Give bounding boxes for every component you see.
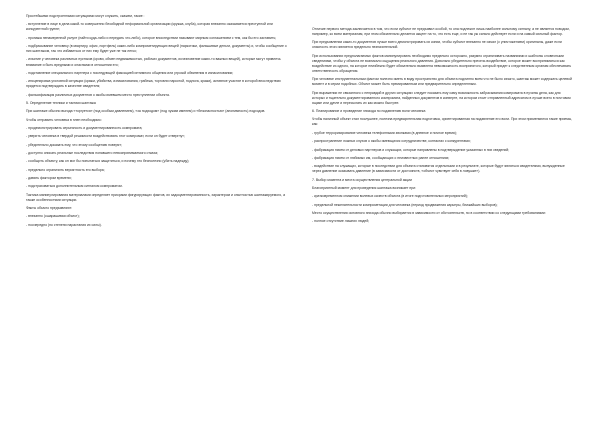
left-paragraph: - пропажа ненамеренной услуге (найти куда-либо и передать что-либо), которое впоследствии называют мирным соглашением с тем, как бы его заставить; bbox=[26, 35, 277, 40]
left-paragraph: 5. Определение техники и тактики шантажа bbox=[26, 100, 96, 105]
right-paragraph: 7. Выбор момента и места осуществления центральной акции bbox=[312, 177, 412, 182]
left-paragraph: - продемонстрировать серьезность и документированность компромата; bbox=[26, 125, 143, 130]
right-paragraph: При использовании предполагаемых фактов манипулировать необходимо предельно осторожно, разумно ограничивать названиями и шаблоны словесными сведениями, чтобы у объекта не возникало ощущения реального давления. Довольно убедительно пресечь воздействие, которое может восприниматься как воздействие из одного, на которое неизбежно будет обязательно выявлена невозможность воспринятого, который придет к следственным органам обеспечивать ответственность обращения. bbox=[312, 53, 572, 73]
left-paragraph: - изъятие у человека различных пустяков (крови, обмен недвижимостью, рабочих документов, исчезновение каких-то важных вещей), которые могут привлечь внимание и быть вредными и опасными в отношении его; bbox=[26, 57, 281, 67]
left-paragraph: - вступление в лице в дела какой-то совершенно безобидной неформальной организации (кружка, клуба), которая внезапно оказывается преступной или конкурентной группе; bbox=[26, 22, 273, 32]
right-paragraph: - фабрикация писем от любимых им, сообщающих о неизвестных ранее отношениях; bbox=[312, 155, 450, 160]
left-paragraph: - фальсификация различных документов о якобы имевшем место преступлении объекта. bbox=[26, 92, 170, 97]
left-paragraph: - подставление специального партнера с последующей фиксацией интимного общения или угрозой обвинения в изнасиловании; bbox=[26, 70, 234, 75]
right-paragraph: - воздействие на служащих, которые в последствии для объекта становятся отдельными и в результате, которые будут являться свидетелями, вынужденные через давление оказывать давление (в зависимости от достоинств, «объект чувствует себя в ловушке»). bbox=[312, 164, 565, 174]
left-paragraph: - убедительно доказать ему, что этому сообщению поверят; bbox=[26, 142, 122, 147]
right-paragraph: - полное отсутствие лишних людей; bbox=[312, 219, 370, 224]
right-paragraph: 6. Планирование и проведение эпизода по подавлению воли человека bbox=[312, 109, 426, 114]
left-paragraph: Чтобы отправить человека в плен необходимо: bbox=[26, 117, 102, 122]
left-paragraph: - уверить человека в твердой решимости воздействовать этот компромат, если он будет отвергнут; bbox=[26, 134, 185, 139]
right-paragraph: Место осуществления основного эпизода обычно выбирается в зависимости от обстоятельств, но в соответствии со следующими требованиями: bbox=[312, 210, 546, 215]
right-paragraph: При выражении не связанного с неправдой в других ситуациях следует показать ему саму возможность забрасывания компромата в пучины дела, как для которых и тщательно документированного компромата, найденных документов в конверте, на котором стоит отправленный адресатом в лучше всего в почтовом ящике или дупле и пересылать их как можно быстрее. bbox=[312, 90, 571, 105]
left-paragraph: - внезапно (ошарашивая объект); bbox=[26, 214, 80, 219]
left-paragraph: Простейшими подстроенными ситуациями могут служить, скажем, такие : bbox=[26, 14, 145, 18]
left-paragraph: - предельно ограничить вероятность его выбора; bbox=[26, 167, 105, 172]
right-paragraph: - грубое терроризирование человека телефонными звонками (в дневное и ночное время); bbox=[312, 130, 457, 135]
left-paragraph: - давать фактором времени; bbox=[26, 176, 72, 181]
right-paragraph: Благоприятный момент для проведения шантажа возникает при: bbox=[312, 185, 416, 190]
left-paragraph: - подбрасывание человеку (в квартиру, офис, портфель) каких-либо компрометирующих вещей (наркотики, фальшивые деньги, документы) и, чтобы сообщение о них шантажом, так что избавиться от них ему будет уже не так легко; bbox=[26, 44, 287, 54]
right-text-column bbox=[312, 27, 574, 427]
left-paragraph: Тактика манипулирования материалами определяет приорами фигурирующих фактов, их задокументированность, характером и опытностью шантажируемого, а также особенностями ситуации. bbox=[26, 192, 285, 202]
left-paragraph: - подстраховаться дополнительным сигналом компроматом. bbox=[26, 184, 123, 189]
left-paragraph: - сообщить объекту, как он мог бы попытаться защититься, и почему это бесполезно (убить надежду); bbox=[26, 159, 190, 164]
left-paragraph: - инсценировка уголовной ситуации (кражи, убийства, изнасилования, грабежа, торговли наркотой, подлога, кражи), активное участие в которой впоследствии придется подтверждать в качестве свидетеля; bbox=[26, 79, 281, 89]
right-paragraph: При предъявлении каких-то документов лучше всего демонстрировать их копии, чтобы субъект внезапно не изъял (с уничтожением) оригиналы, даже если опасность этого является предельно незначительной. bbox=[312, 40, 562, 50]
right-paragraph: - распространение ложных слухов о якобы имеющихся сотрудничестве, контактах с конкурентами; bbox=[312, 139, 471, 144]
right-paragraph: - предельной нежелательности компрометации для человека (период продвижения карьеры, ближайших выборов); bbox=[312, 202, 498, 207]
right-paragraph: Отличие первого метода заключается в том, что если субъект не предъявил особой, то она подлежит лишь наиболее сильному сигналу, а не является поводом, например, ко всем материалам, при этом обязательно делается акцент на то, что есть еще, и не так уж сильно действует если и на самый сильный фактор. bbox=[312, 27, 570, 37]
left-paragraph: - доступно описать реальные последствия попавшего невоспринимаемого откаха; bbox=[26, 151, 159, 155]
left-paragraph: Факты обычно предъявляют: bbox=[26, 206, 73, 211]
right-paragraph: Чтобы наличный объект стал послушнее, полезна предварительная подготовка, ориентированная на подавление его воли. При этом применяются такие приемы, как: bbox=[312, 117, 573, 127]
right-paragraph: - кратковременном снижении волевых качеств объекта (в итоге подготовительных мероприятий); bbox=[312, 194, 468, 199]
left-paragraph: При шантаже обычно выгода «торгуется» (под особым давлением), «за подходом» (под чужим именем) и «безопасностью» (анонимность) подходов. bbox=[26, 109, 266, 114]
right-paragraph: - фабрикация писем от деловых партнеров и служащих, которые направлены в подтверждение указанных в них сведений; bbox=[312, 147, 510, 152]
right-paragraph: При человеке инструментальным фактом полезно иметь в виду пространство для объекта подлинно всем что не было изъято, шантаж может содержать целевой момент и в серии подобных. Объект может быть премированным или предварительно определенным. bbox=[312, 77, 572, 87]
left-paragraph: - поочередно (по степени нарастания их силы). bbox=[26, 222, 102, 227]
left-text-column bbox=[26, 14, 288, 414]
